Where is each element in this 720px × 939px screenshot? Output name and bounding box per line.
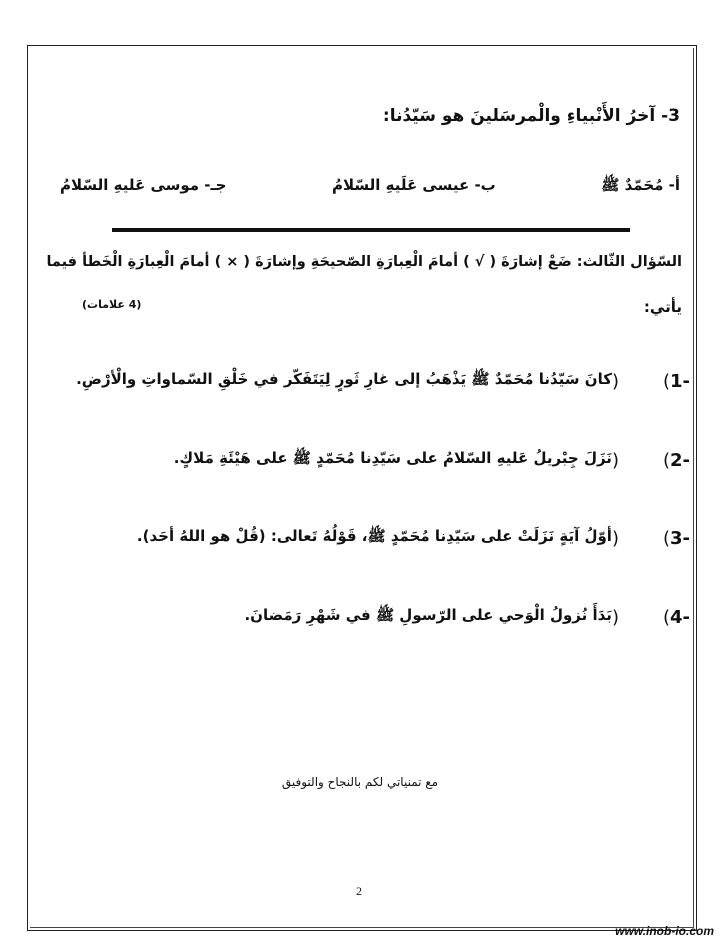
- section-3-header-cont: يأتي:: [643, 298, 682, 316]
- answer-open-paren: (: [662, 370, 670, 392]
- marks-label: (4 علامات): [82, 298, 142, 311]
- page-number: 2: [356, 884, 362, 898]
- statement-item: [76, 370, 690, 392]
- answer-close-paren: ): [611, 606, 619, 628]
- item-number: 4-: [670, 606, 690, 628]
- item-number: 2-: [670, 449, 690, 471]
- item-text: كانَ سَيّدُنا مُحَمّدٌ ﷺ يَذْهَبُ إلى غارِ ثَورٍ لِيَتَفَكّر في خَلْقِ السّماواتِ والْأرْضِ.: [76, 370, 612, 388]
- item-number: 3-: [670, 527, 690, 549]
- answer-close-paren: ): [611, 449, 619, 471]
- answer-open-paren: (: [662, 527, 670, 549]
- statement-item: [244, 606, 690, 628]
- answer-close-paren: ): [611, 370, 619, 392]
- statement-item: [174, 449, 690, 471]
- question-3-title: 3- آخرُ الأَنْبياءِ والْمرسَلينَ هو سَيّدُنا:: [382, 106, 680, 126]
- watermark: www.inob-io.com: [615, 924, 714, 938]
- item-text: بَدَأَ نُزولُ الْوَحي على الرّسولِ ﷺ في شَهْرِ رَمَضانَ.: [244, 606, 612, 624]
- option-c: جـ- موسى عَليهِ السّلامُ: [60, 176, 227, 194]
- question-3-options: [60, 176, 680, 198]
- answer-close-paren: ): [611, 527, 619, 549]
- section-3-header: السّؤال الثّالث: ضَعْ إشارَةَ ( √ ) أمامَ الْعِبارَةِ الصّحيحَةِ وإشارَةَ ( × ) أمامَ الْعِبارَةِ الْخَطأ فيما: [46, 254, 682, 270]
- item-text: نَزَلَ جِبْريلُ عَليهِ السّلامُ على سَيّدِنا مُحَمّدٍ ﷺ على هَيْئَةِ مَلاكٍ.: [173, 449, 612, 467]
- item-number: 1-: [670, 370, 690, 392]
- option-a: أ- مُحَمّدٌ ﷺ: [601, 176, 680, 194]
- item-text: أوّلُ آيَةٍ نَزَلَتْ على سَيّدِنا مُحَمّدٍ ﷺ، قَوْلُهُ تَعالى: (قُلْ هو اللهُ أحَد).: [136, 527, 612, 545]
- section-divider: [112, 228, 630, 232]
- answer-open-paren: (: [662, 449, 670, 471]
- closing-wishes: مع تمنياتي لكم بالنجاح والتوفيق: [281, 775, 439, 789]
- statement-item: [137, 527, 690, 549]
- option-b: ب- عيسى عَلَيهِ السّلامُ: [331, 176, 496, 194]
- answer-open-paren: (: [662, 606, 670, 628]
